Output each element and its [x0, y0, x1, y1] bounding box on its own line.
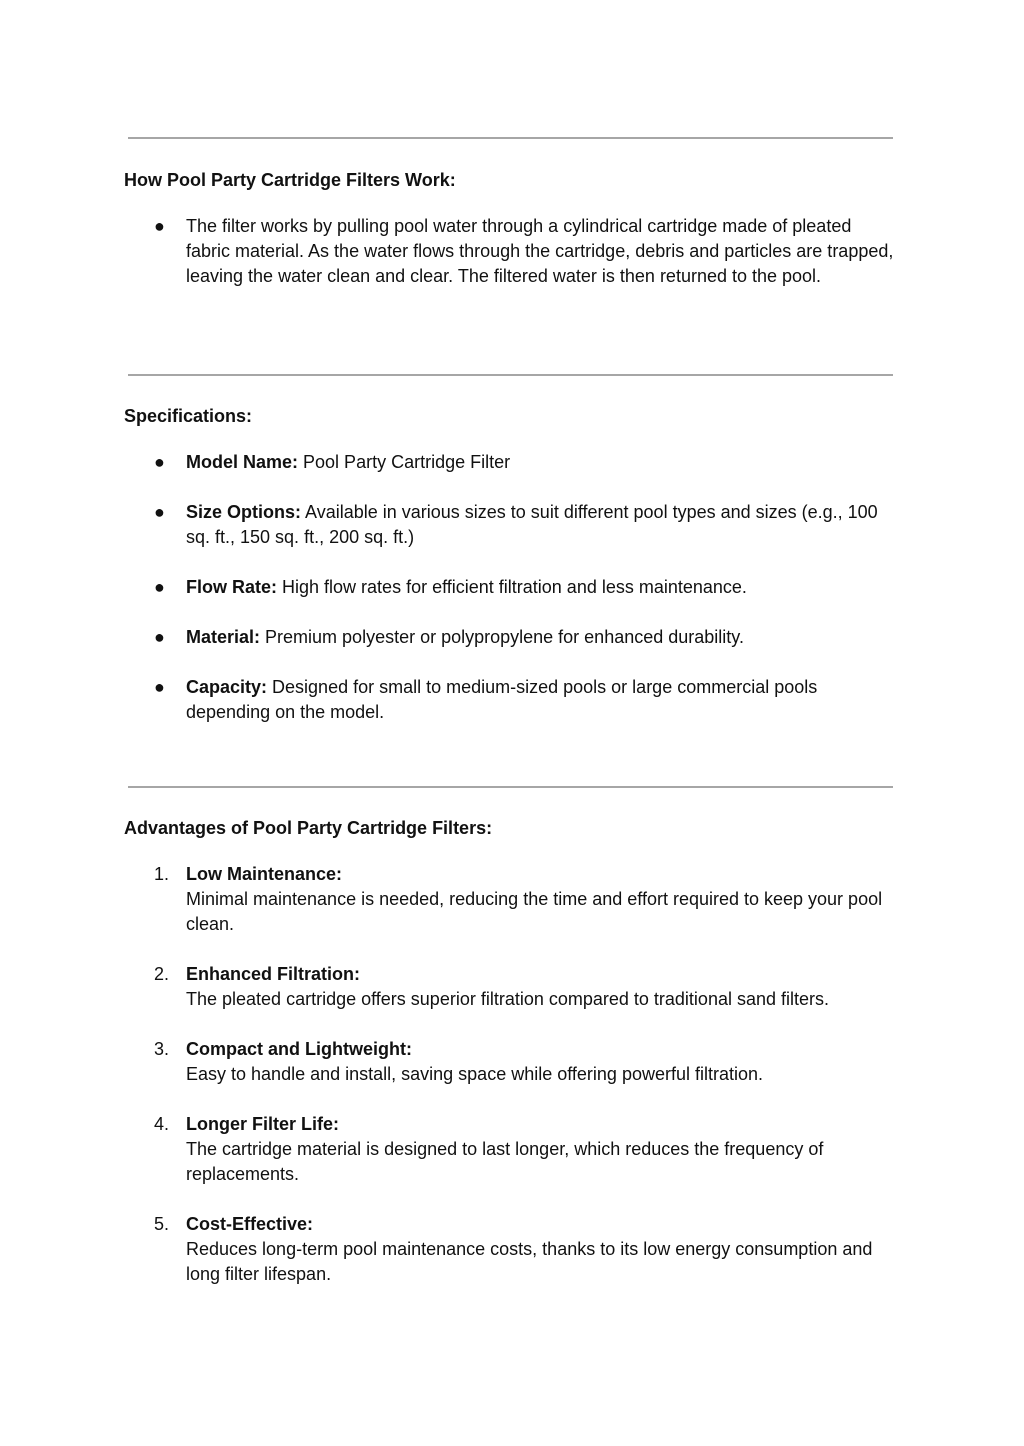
horizontal-divider — [128, 137, 893, 139]
spec-value: Pool Party Cartridge Filter — [298, 452, 511, 472]
advantage-label: Cost-Effective: — [186, 1214, 314, 1234]
bullet-item-how-it-works — [124, 214, 904, 289]
spec-label: Capacity: — [186, 677, 268, 697]
spec-label: Flow Rate: — [186, 577, 278, 597]
section-heading-how-it-works: How Pool Party Cartridge Filters Work: — [124, 170, 456, 190]
bullet-icon: ● — [154, 452, 165, 472]
bullet-text: The filter works by pulling pool water through a cylindrical cartridge made of pleated fabric material. As the water flows through the cartridge, debris and particles are trapped, leaving the water clean and clear. The filtered water is then returned to the pool. — [186, 216, 894, 286]
list-number: 5. — [154, 1214, 170, 1234]
horizontal-divider — [128, 374, 893, 376]
spec-label: Model Name: — [186, 452, 299, 472]
spec-value: Premium polyester or polypropylene for enhanced durability. — [260, 627, 744, 647]
bullet-icon: ● — [154, 577, 165, 597]
spec-item-capacity — [124, 675, 904, 725]
section-heading-advantages: Advantages of Pool Party Cartridge Filters: — [124, 818, 493, 838]
list-number: 2. — [154, 964, 170, 984]
advantage-label: Compact and Lightweight: — [186, 1039, 412, 1059]
advantage-description: The cartridge material is designed to last longer, which reduces the frequency of replacements. — [186, 1139, 824, 1184]
spec-label: Size Options: — [186, 502, 302, 522]
list-number: 1. — [154, 864, 170, 884]
advantage-label: Enhanced Filtration: — [186, 964, 361, 984]
spec-item-size-options — [124, 500, 904, 550]
advantage-item-compact — [124, 1037, 904, 1087]
spec-item-model-name — [124, 450, 904, 475]
spec-label: Material: — [186, 627, 261, 647]
advantage-description: Reduces long-term pool maintenance costs, thanks to its low energy consumption and long filter lifespan. — [186, 1239, 873, 1284]
bullet-icon: ● — [154, 627, 165, 647]
horizontal-divider — [128, 786, 893, 788]
bullet-icon: ● — [154, 216, 165, 236]
bullet-icon: ● — [154, 502, 165, 522]
advantage-item-low-maintenance — [124, 862, 904, 937]
section-heading-specifications: Specifications: — [124, 406, 253, 426]
spec-value: High flow rates for efficient filtration and less maintenance. — [277, 577, 747, 597]
advantage-item-cost-effective — [124, 1212, 904, 1287]
bullet-icon: ● — [154, 677, 165, 697]
spec-value: Designed for small to medium-sized pools or large commercial pools depending on the model. — [186, 677, 818, 722]
list-number: 3. — [154, 1039, 170, 1059]
spec-item-flow-rate — [124, 575, 904, 600]
advantage-description: Easy to handle and install, saving space while offering powerful filtration. — [186, 1064, 764, 1084]
advantage-label: Longer Filter Life: — [186, 1114, 339, 1134]
spec-item-material — [124, 625, 904, 650]
advantage-item-longer-life — [124, 1112, 904, 1187]
advantage-item-enhanced-filtration — [124, 962, 904, 1012]
advantage-description: Minimal maintenance is needed, reducing the time and effort required to keep your pool clean. — [186, 889, 883, 934]
advantage-label: Low Maintenance: — [186, 864, 343, 884]
list-number: 4. — [154, 1114, 170, 1134]
advantage-description: The pleated cartridge offers superior filtration compared to traditional sand filters. — [186, 989, 829, 1009]
spec-value: Available in various sizes to suit different pool types and sizes (e.g., 100 sq. ft., 150 sq. ft., 200 sq. ft.) — [186, 502, 878, 547]
